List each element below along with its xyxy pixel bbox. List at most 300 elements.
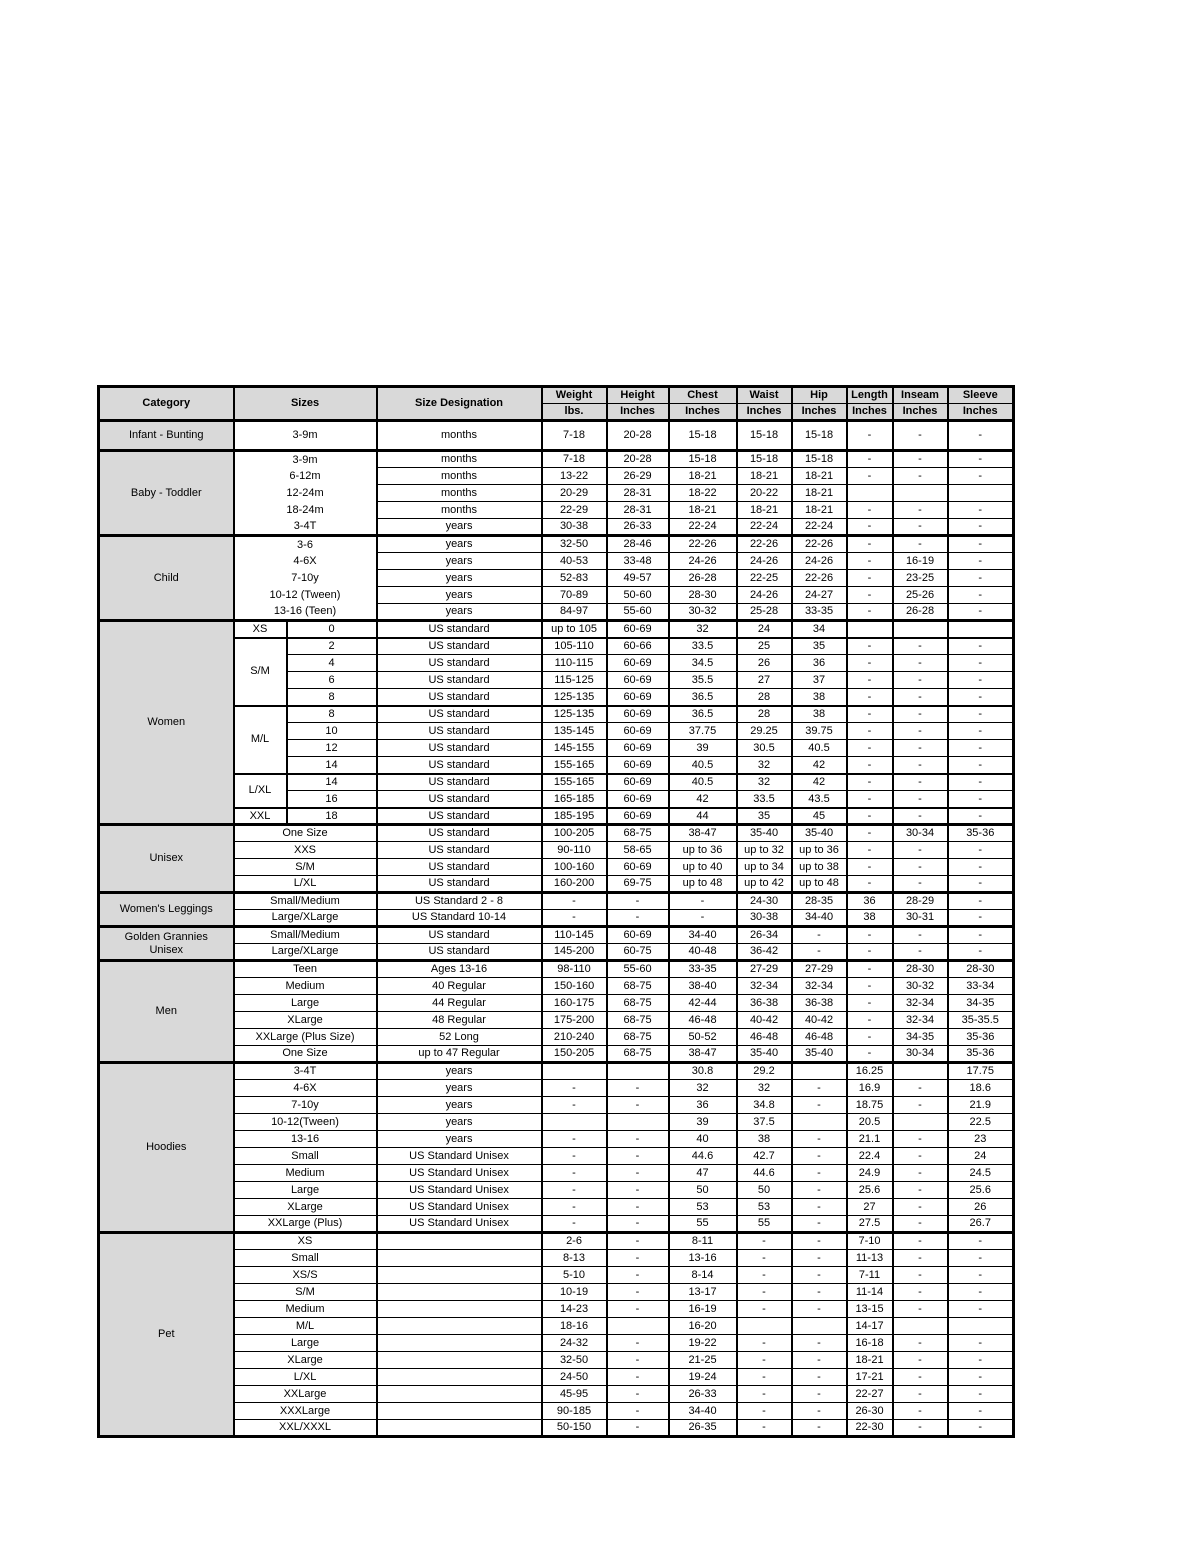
table-row [99, 1029, 1014, 1046]
table-row [99, 502, 1014, 519]
value-cell: 34-40 [792, 910, 847, 927]
value-cell: - [948, 1403, 1014, 1420]
designation-cell [377, 1352, 542, 1369]
designation-cell: US Standard Unisex [377, 1148, 542, 1165]
value-cell: 50-60 [607, 587, 669, 604]
value-cell: 33.5 [669, 638, 737, 655]
category-cell: Women [99, 621, 234, 825]
value-cell: - [847, 859, 893, 876]
value-cell: - [893, 944, 948, 961]
value-cell: - [542, 893, 607, 910]
size-cell: Small/Medium [234, 927, 377, 944]
value-cell: 32 [669, 1080, 737, 1097]
value-cell: 32-34 [893, 995, 948, 1012]
value-cell: - [893, 519, 948, 536]
value-cell: - [893, 876, 948, 893]
value-cell: - [893, 1301, 948, 1318]
value-cell: 23-25 [893, 570, 948, 587]
designation-cell: US standard [377, 944, 542, 961]
value-cell: - [893, 1250, 948, 1267]
value-cell: 30-38 [542, 519, 607, 536]
value-cell: - [893, 468, 948, 485]
value-cell: 19-24 [669, 1369, 737, 1386]
designation-cell: years [377, 587, 542, 604]
table-row [99, 1318, 1014, 1335]
value-cell: - [893, 842, 948, 859]
value-cell [607, 1063, 669, 1080]
value-cell: 24-26 [737, 587, 792, 604]
value-cell: - [893, 451, 948, 468]
value-cell: - [737, 1301, 792, 1318]
table-row [99, 893, 1014, 910]
table-row [99, 1046, 1014, 1063]
value-cell: 22-24 [792, 519, 847, 536]
value-cell: 47 [669, 1165, 737, 1182]
value-cell: 15-18 [669, 451, 737, 468]
value-cell: 60-69 [607, 723, 669, 740]
value-cell: 32 [737, 1080, 792, 1097]
value-cell: 26-35 [669, 1420, 737, 1437]
size-cell: L/XL [234, 876, 377, 893]
value-cell: 35-35.5 [948, 1012, 1014, 1029]
value-cell: - [893, 1148, 948, 1165]
value-cell: 15-18 [792, 451, 847, 468]
value-cell: - [792, 927, 847, 944]
col-unit-waist: Inches [737, 404, 792, 421]
value-cell: - [737, 1420, 792, 1437]
value-cell: 35 [792, 638, 847, 655]
value-cell: - [893, 1403, 948, 1420]
value-cell: 25.6 [847, 1182, 893, 1199]
value-cell: - [893, 723, 948, 740]
size-chart-table [97, 385, 1015, 1438]
value-cell: 45 [792, 808, 847, 825]
value-cell: - [542, 1148, 607, 1165]
size-cell: Large/XLarge [234, 910, 377, 927]
value-cell: 28-35 [792, 893, 847, 910]
value-cell: 32-50 [542, 1352, 607, 1369]
value-cell: - [607, 893, 669, 910]
value-cell: - [893, 774, 948, 791]
value-cell: - [607, 1386, 669, 1403]
table-row [99, 808, 1014, 825]
value-cell: 50 [669, 1182, 737, 1199]
value-cell: 160-200 [542, 876, 607, 893]
value-cell: - [948, 553, 1014, 570]
value-cell: 40.5 [669, 757, 737, 774]
designation-cell: US standard [377, 859, 542, 876]
value-cell: - [847, 961, 893, 978]
value-cell: 7-11 [847, 1267, 893, 1284]
size-chart-document [97, 385, 1015, 1438]
table-row [99, 1080, 1014, 1097]
value-cell: - [542, 1182, 607, 1199]
value-cell: - [737, 1352, 792, 1369]
value-cell: 29.25 [737, 723, 792, 740]
value-cell: 42.7 [737, 1148, 792, 1165]
value-cell: 18-22 [669, 485, 737, 502]
value-cell [893, 1318, 948, 1335]
table-row [99, 638, 1014, 655]
value-cell: - [607, 910, 669, 927]
value-cell: - [847, 519, 893, 536]
value-cell: 60-69 [607, 927, 669, 944]
value-cell: - [607, 1199, 669, 1216]
value-cell: 11-13 [847, 1250, 893, 1267]
value-cell: 50 [737, 1182, 792, 1199]
size-cell: Large/XLarge [234, 944, 377, 961]
value-cell: 16-19 [669, 1301, 737, 1318]
value-cell: 29.2 [737, 1063, 792, 1080]
value-cell: 37.5 [737, 1114, 792, 1131]
value-cell: - [847, 791, 893, 808]
value-cell: 100-160 [542, 859, 607, 876]
value-cell: 26-33 [607, 519, 669, 536]
size-cell: XS/S [234, 1267, 377, 1284]
value-cell: - [893, 1284, 948, 1301]
value-cell: 27-29 [737, 961, 792, 978]
value-cell: 32-34 [792, 978, 847, 995]
table-row [99, 1386, 1014, 1403]
value-cell: 36 [847, 893, 893, 910]
value-cell: 69-75 [607, 876, 669, 893]
designation-cell: US Standard 10-14 [377, 910, 542, 927]
value-cell: - [847, 927, 893, 944]
value-cell: - [847, 825, 893, 842]
designation-cell: US standard [377, 689, 542, 706]
value-cell: - [847, 723, 893, 740]
table-row [99, 876, 1014, 893]
value-cell: - [893, 689, 948, 706]
value-cell: 30-34 [893, 825, 948, 842]
designation-cell: US standard [377, 740, 542, 757]
table-row [99, 621, 1014, 638]
table-row [99, 519, 1014, 536]
value-cell: 105-110 [542, 638, 607, 655]
value-cell: 34-35 [948, 995, 1014, 1012]
value-cell: - [948, 876, 1014, 893]
size-cell: Teen [234, 961, 377, 978]
value-cell: 2-6 [542, 1233, 607, 1250]
table-row [99, 1012, 1014, 1029]
designation-cell: US standard [377, 842, 542, 859]
table-row [99, 1250, 1014, 1267]
value-cell: - [669, 893, 737, 910]
col-header-sizes: Sizes [234, 387, 377, 421]
size-cell: 3-9m [234, 451, 377, 468]
value-cell: 68-75 [607, 1046, 669, 1063]
value-cell: - [847, 757, 893, 774]
size-cell: XXXLarge [234, 1403, 377, 1420]
size-cell: 18 [287, 808, 377, 825]
value-cell: 60-69 [607, 757, 669, 774]
value-cell: 58-65 [607, 842, 669, 859]
col-unit-height: Inches [607, 404, 669, 421]
value-cell [948, 621, 1014, 638]
value-cell: 35 [737, 808, 792, 825]
value-cell: - [542, 1199, 607, 1216]
value-cell: 60-69 [607, 689, 669, 706]
value-cell [792, 1114, 847, 1131]
designation-cell [377, 1386, 542, 1403]
value-cell: 26.7 [948, 1216, 1014, 1233]
value-cell: 30-34 [893, 1046, 948, 1063]
value-cell: - [542, 1131, 607, 1148]
value-cell: 25.6 [948, 1182, 1014, 1199]
value-cell: 25-26 [893, 587, 948, 604]
size-cell: Large [234, 1335, 377, 1352]
table-row [99, 1097, 1014, 1114]
value-cell: - [607, 1165, 669, 1182]
table-row [99, 774, 1014, 791]
value-cell: - [792, 1369, 847, 1386]
value-cell: 32 [737, 774, 792, 791]
designation-cell: years [377, 1131, 542, 1148]
value-cell: 22-26 [792, 570, 847, 587]
table-header [99, 387, 1014, 421]
value-cell: 43.5 [792, 791, 847, 808]
value-cell: 36.5 [669, 706, 737, 723]
table-row [99, 1267, 1014, 1284]
value-cell: - [847, 587, 893, 604]
value-cell: - [792, 1182, 847, 1199]
value-cell: - [893, 1182, 948, 1199]
category-line: Golden Grannies [124, 931, 208, 944]
value-cell: 28-31 [607, 502, 669, 519]
size-cell: 14 [287, 757, 377, 774]
value-cell: - [792, 944, 847, 961]
value-cell: 60-69 [607, 808, 669, 825]
size-cell: 3-4T [234, 1063, 377, 1080]
designation-cell [377, 1233, 542, 1250]
value-cell: - [948, 1233, 1014, 1250]
value-cell: up to 34 [737, 859, 792, 876]
value-cell: - [847, 468, 893, 485]
value-cell: - [792, 1080, 847, 1097]
value-cell: up to 42 [737, 876, 792, 893]
value-cell: - [792, 1233, 847, 1250]
value-cell: 30.5 [737, 740, 792, 757]
value-cell: 36-42 [737, 944, 792, 961]
value-cell: 22-26 [792, 536, 847, 553]
value-cell: 33.5 [737, 791, 792, 808]
size-cell: Large [234, 1182, 377, 1199]
value-cell: 35-40 [737, 1046, 792, 1063]
value-cell: - [948, 859, 1014, 876]
value-cell: 38 [847, 910, 893, 927]
value-cell: 22-24 [737, 519, 792, 536]
value-cell: 24-26 [669, 553, 737, 570]
size-cell: Medium [234, 978, 377, 995]
value-cell: - [948, 774, 1014, 791]
value-cell: - [792, 1386, 847, 1403]
size-group-cell: L/XL [234, 774, 287, 808]
value-cell: 44.6 [669, 1148, 737, 1165]
value-cell: 28 [737, 689, 792, 706]
size-cell: XLarge [234, 1352, 377, 1369]
value-cell: 150-205 [542, 1046, 607, 1063]
value-cell: 125-135 [542, 689, 607, 706]
value-cell: 90-185 [542, 1403, 607, 1420]
size-cell: 12-24m [234, 485, 377, 502]
value-cell: - [893, 791, 948, 808]
value-cell: - [847, 706, 893, 723]
designation-cell [377, 1250, 542, 1267]
value-cell [792, 1063, 847, 1080]
table-row [99, 1199, 1014, 1216]
size-cell: L/XL [234, 1369, 377, 1386]
table-row [99, 1182, 1014, 1199]
value-cell: - [847, 740, 893, 757]
value-cell: up to 48 [792, 876, 847, 893]
value-cell: 39.75 [792, 723, 847, 740]
value-cell: - [792, 1250, 847, 1267]
value-cell: 46-48 [669, 1012, 737, 1029]
value-cell: 36 [792, 655, 847, 672]
col-unit-length: Inches [847, 404, 893, 421]
value-cell: 60-75 [607, 944, 669, 961]
value-cell: 155-165 [542, 774, 607, 791]
value-cell: 32-34 [893, 1012, 948, 1029]
table-row [99, 1233, 1014, 1250]
designation-cell: US Standard Unisex [377, 1216, 542, 1233]
value-cell: 68-75 [607, 1029, 669, 1046]
value-cell: - [893, 1097, 948, 1114]
value-cell: 55-60 [607, 961, 669, 978]
value-cell [948, 485, 1014, 502]
value-cell: 15-18 [737, 421, 792, 451]
designation-cell: 48 Regular [377, 1012, 542, 1029]
value-cell: 110-115 [542, 655, 607, 672]
value-cell: - [542, 1080, 607, 1097]
value-cell: 10-19 [542, 1284, 607, 1301]
value-cell: 40 [669, 1131, 737, 1148]
value-cell: - [893, 421, 948, 451]
value-cell: 52-83 [542, 570, 607, 587]
value-cell: 50-52 [669, 1029, 737, 1046]
value-cell: - [607, 1148, 669, 1165]
value-cell: 20-22 [737, 485, 792, 502]
category-cell: Child [99, 536, 234, 621]
value-cell: 42 [669, 791, 737, 808]
value-cell: - [792, 1420, 847, 1437]
value-cell: 60-69 [607, 672, 669, 689]
designation-cell: months [377, 485, 542, 502]
value-cell: - [893, 1216, 948, 1233]
value-cell: 35-36 [948, 1029, 1014, 1046]
value-cell: 110-145 [542, 927, 607, 944]
size-group-cell: M/L [234, 706, 287, 774]
value-cell: - [948, 1267, 1014, 1284]
value-cell: - [893, 757, 948, 774]
table-row [99, 978, 1014, 995]
value-cell: 33-35 [792, 604, 847, 621]
value-cell: 22-26 [669, 536, 737, 553]
value-cell: - [737, 1233, 792, 1250]
value-cell: - [948, 944, 1014, 961]
table-row [99, 1420, 1014, 1437]
size-cell: 6-12m [234, 468, 377, 485]
value-cell: 84-97 [542, 604, 607, 621]
value-cell: 17.75 [948, 1063, 1014, 1080]
col-header-sleeve: Sleeve [948, 387, 1014, 404]
size-cell: 4-6X [234, 553, 377, 570]
value-cell: - [893, 1386, 948, 1403]
value-cell: - [948, 1284, 1014, 1301]
value-cell: - [893, 1080, 948, 1097]
table-row [99, 1131, 1014, 1148]
value-cell: - [893, 536, 948, 553]
table-row [99, 587, 1014, 604]
value-cell: - [607, 1267, 669, 1284]
value-cell [893, 621, 948, 638]
value-cell: 42-44 [669, 995, 737, 1012]
value-cell: - [948, 519, 1014, 536]
size-cell: Medium [234, 1301, 377, 1318]
value-cell: 38-40 [669, 978, 737, 995]
value-cell: 24.9 [847, 1165, 893, 1182]
value-cell: 20-28 [607, 451, 669, 468]
value-cell: - [893, 502, 948, 519]
col-header-designation: Size Designation [377, 387, 542, 421]
value-cell: - [948, 757, 1014, 774]
col-header-waist: Waist [737, 387, 792, 404]
table-row [99, 451, 1014, 468]
value-cell: 16-19 [893, 553, 948, 570]
value-cell: 18-21 [669, 502, 737, 519]
table-row [99, 825, 1014, 842]
value-cell: - [607, 1250, 669, 1267]
size-cell: XXLarge (Plus) [234, 1216, 377, 1233]
value-cell: - [948, 1352, 1014, 1369]
value-cell: - [847, 570, 893, 587]
category-cell: Women's Leggings [99, 893, 234, 927]
value-cell: - [607, 1403, 669, 1420]
value-cell: 20.5 [847, 1114, 893, 1131]
value-cell: 53 [669, 1199, 737, 1216]
value-cell [607, 1318, 669, 1335]
designation-cell [377, 1403, 542, 1420]
value-cell: 36-38 [792, 995, 847, 1012]
value-cell: 27.5 [847, 1216, 893, 1233]
table-row [99, 1216, 1014, 1233]
value-cell: - [893, 706, 948, 723]
value-cell: up to 40 [669, 859, 737, 876]
designation-cell: US standard [377, 825, 542, 842]
size-cell: XS [234, 1233, 377, 1250]
value-cell: 26-28 [669, 570, 737, 587]
value-cell: 32 [737, 757, 792, 774]
col-header-chest: Chest [669, 387, 737, 404]
designation-cell: US standard [377, 757, 542, 774]
category-cell [99, 927, 234, 961]
size-cell: 6 [287, 672, 377, 689]
value-cell: 60-69 [607, 791, 669, 808]
value-cell: 15-18 [792, 421, 847, 451]
size-cell: S/M [234, 859, 377, 876]
value-cell: 8-11 [669, 1233, 737, 1250]
designation-cell: months [377, 421, 542, 451]
value-cell: 13-17 [669, 1284, 737, 1301]
value-cell: - [948, 1250, 1014, 1267]
size-cell: One Size [234, 1046, 377, 1063]
value-cell: - [792, 1284, 847, 1301]
size-cell: 13-16 [234, 1131, 377, 1148]
value-cell: - [847, 655, 893, 672]
value-cell: 32-50 [542, 536, 607, 553]
value-cell: 34-35 [893, 1029, 948, 1046]
value-cell: 25-28 [737, 604, 792, 621]
